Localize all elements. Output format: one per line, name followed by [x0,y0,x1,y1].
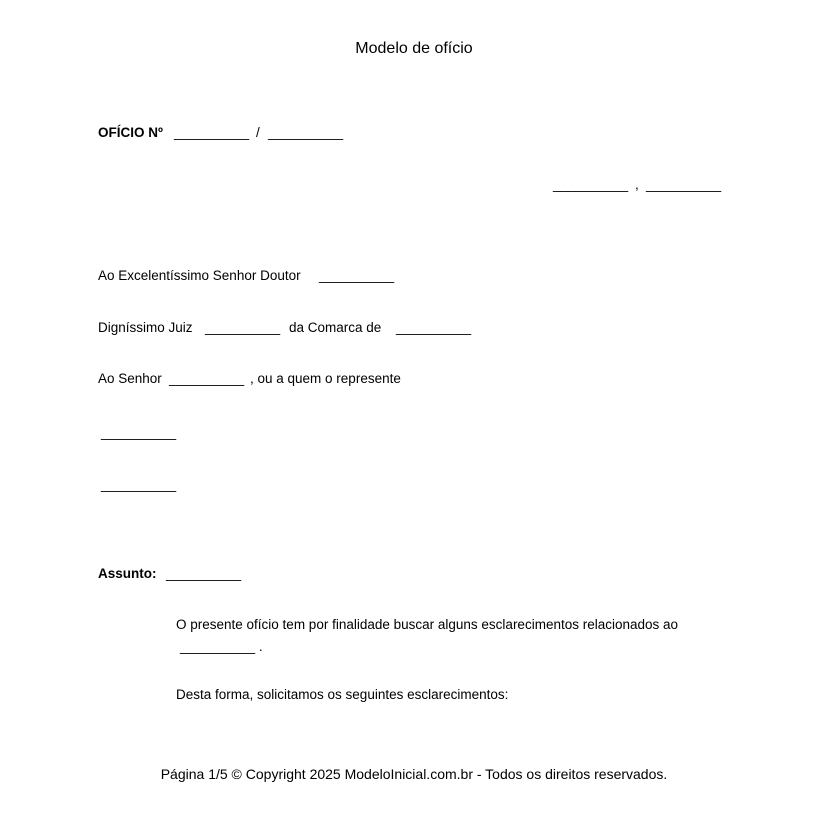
addressee-name-blank: __________ [319,268,395,283]
place-blank: __________ [553,177,629,192]
address-blank-1: __________ [101,425,177,440]
page-footer: Página 1/5 © Copyright 2025 ModeloInicial.com.br - Todos os direitos reservados. [160,766,668,782]
subject-label: Assunto: [98,566,157,581]
oficio-separator: / [256,125,260,140]
paragraph-1-end: . [258,639,263,654]
body-paragraph-1 [176,614,725,658]
subject-blank: __________ [166,566,242,581]
judge-name-blank: __________ [205,320,281,335]
oficio-year-blank: __________ [268,125,344,140]
judge-title: Digníssimo Juiz [98,320,193,335]
comarca-label: da Comarca de [289,320,382,335]
addressee-title: Ao Excelentíssimo Senhor Doutor [98,268,301,283]
date-blank: __________ [646,177,722,192]
body-paragraph-2: Desta forma, solicitamos os seguintes esclarecimentos: [176,687,509,702]
paragraph-1-blank: __________ [180,639,256,654]
document-title: Modelo de ofício [355,40,473,57]
senhor-label: Ao Senhor [98,371,162,386]
oficio-label: OFÍCIO Nº [98,125,163,140]
comarca-blank: __________ [396,320,472,335]
senhor-name-blank: __________ [169,371,245,386]
paragraph-1-text: O presente ofício tem por finalidade buscar alguns esclarecimentos relacionados ao [176,617,679,632]
oficio-number-blank: __________ [174,125,250,140]
representative-text: , ou a quem o represente [250,371,401,386]
place-date-comma: , [635,177,639,192]
address-blank-2: __________ [101,477,177,492]
